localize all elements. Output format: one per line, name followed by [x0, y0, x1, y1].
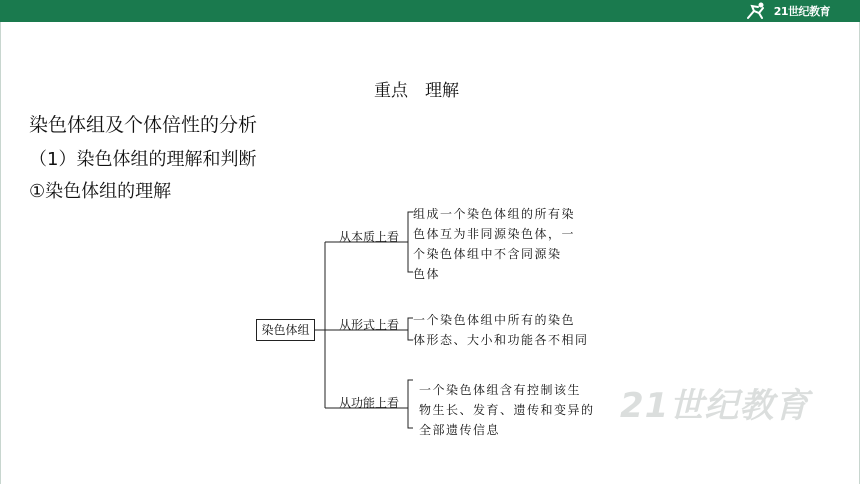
section-heading: 染色体组及个体倍性的分析 [29, 114, 258, 136]
desc-line: 色体互为非同源染色体，一 [413, 227, 576, 241]
desc-line: 全部遗传信息 [419, 423, 501, 437]
branch-desc-function [419, 380, 599, 440]
desc-line: 物生长、发育、遗传和变异的 [419, 403, 595, 417]
branch-desc-essence [413, 204, 593, 284]
desc-line: 组成一个染色体组的所有染 [413, 207, 576, 221]
desc-line: 个染色体组中不含同源染 [413, 247, 562, 261]
branch-label-function: 从功能上看 [339, 396, 400, 410]
branch-label-essence: 从本质上看 [339, 230, 400, 244]
logo-text: 21世纪教育 [773, 5, 830, 18]
branch-desc-form [413, 310, 593, 350]
subheading-2: ①染色体组的理解 [29, 181, 172, 202]
subheading-1: （1）染色体组的理解和判断 [29, 149, 257, 170]
desc-line: 色体 [413, 267, 441, 281]
frame-left-border [0, 22, 1, 484]
desc-line: 一个染色体组中所有的染色 [413, 313, 576, 327]
top-banner [0, 0, 860, 22]
watermark-text: 21世纪教育 [620, 386, 810, 426]
brand-logo [744, 1, 830, 21]
desc-line: 一个染色体组含有控制该生 [419, 383, 582, 397]
slide-title: 重点 理解 [374, 81, 459, 101]
concept-diagram [250, 200, 610, 450]
desc-line: 体形态、大小和功能各不相同 [413, 333, 589, 347]
runner-icon [744, 2, 770, 20]
branch-label-form: 从形式上看 [339, 318, 400, 332]
diagram-root-node: 染色体组 [256, 319, 315, 341]
